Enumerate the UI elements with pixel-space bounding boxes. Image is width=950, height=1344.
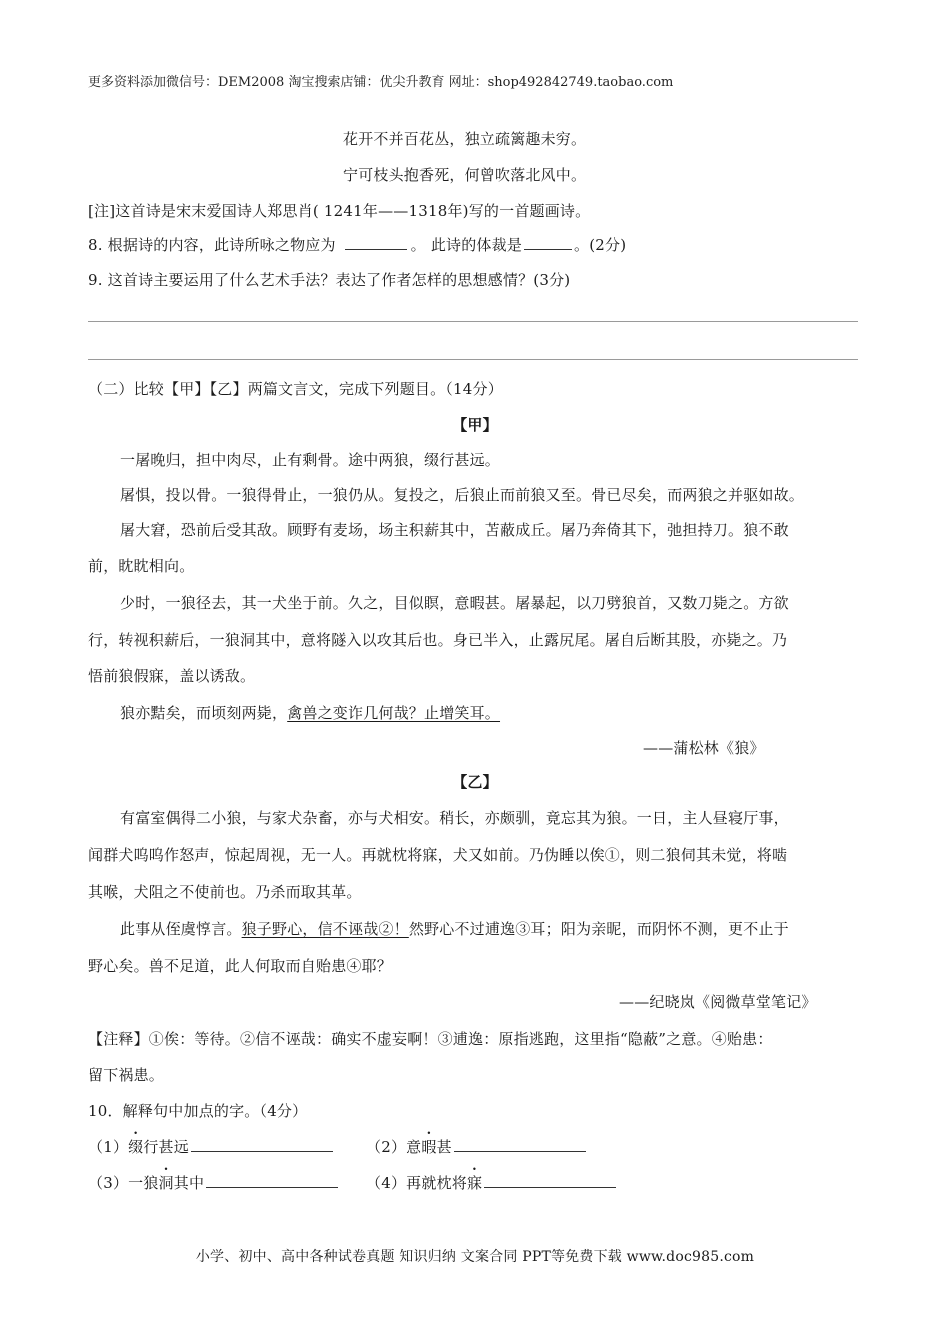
yi-p2-text-a: 此事从侄虞惇言。 — [120, 920, 242, 938]
q8-part-2: 。 此诗的体裁是 — [410, 236, 523, 254]
q8-part-1: 8. 根据诗的内容，此诗所咏之物应为 — [88, 236, 336, 254]
answer-line-2[interactable] — [88, 359, 858, 360]
notes-line-2: 留下祸患。 — [88, 1066, 165, 1084]
answer-line-1[interactable] — [88, 321, 858, 322]
jia-paragraph-1: 一屠晚归，担中肉尽，止有剩骨。途中两狼，缀行甚远。 — [120, 451, 501, 469]
jia-paragraph-4-line-1: 少时，一狼径去，其一犬坐于前。久之，目似瞑，意暇甚。屠暴起，以刀劈狼首，又数刀毙之。方欲 — [120, 594, 789, 612]
jia-paragraph-3-line-1: 屠大窘，恐前后受其敌。顾野有麦场，场主积薪其中，苫蔽成丘。屠乃奔倚其下，弛担持刀。狼不敢 — [120, 521, 789, 539]
yi-heading: 【乙】 — [452, 773, 498, 791]
q8-part-3: 。(2分) — [574, 236, 627, 254]
poem-line-2: 宁可枝头抱香死，何曾吹落北风中。 — [343, 166, 587, 184]
yi-paragraph-1-line-1: 有富室偶得二小狼，与家犬杂畜，亦与犬相安。稍长，亦颇驯，竟忘其为狼。一日，主人昼寝厅事， — [120, 809, 789, 827]
q10-item-4-prefix: （4）再就枕将 — [366, 1174, 467, 1192]
q10-item-3-blank[interactable] — [206, 1173, 338, 1188]
jia-paragraph-2: 屠惧，投以骨。一狼得骨止，一狼仍从。复投之，后狼止而前狼又至。骨已尽矣，而两狼之并驱如故。 — [120, 486, 805, 504]
notes-line-1: 【注释】①俟：等待。②信不诬哉：确实不虚妄啊！③逋逸：原指逃跑，这里指“隐蔽”之意。④贻患： — [88, 1030, 773, 1048]
q10-item-1-suffix: 行甚远 — [143, 1138, 189, 1156]
yi-paragraph-2-line-2: 野心矣。兽不足道，此人何取而自贻患④耶？ — [88, 957, 393, 975]
q10-item-3-dotted-char: 洞 — [158, 1174, 174, 1192]
yi-paragraph-1-line-2: 闻群犬呜呜作怒声，惊起周视，无一人。再就枕将寐，犬又如前。乃伪睡以俟①，则二狼伺其未觉，将啮 — [88, 846, 788, 864]
yi-p2-text-c: 然野心不过逋逸③耳；阳为亲昵，而阴怀不测，更不止于 — [408, 920, 789, 938]
footer-note: 小学、初中、高中各种试卷真题 知识归纳 文案合同 PPT等免费下载 www.doc985.com — [195, 1249, 755, 1265]
q10-item-3-suffix: 其中 — [173, 1174, 205, 1192]
q10-item-2-dotted-char: 暇 — [421, 1138, 437, 1156]
q10-item-2 — [366, 1136, 586, 1157]
q8-blank-1[interactable] — [345, 235, 407, 250]
q10-item-3 — [88, 1172, 338, 1193]
jia-p5-text: 狼亦黠矣，而顷刻两毙， — [120, 704, 288, 722]
q10-item-2-prefix: （2）意 — [366, 1138, 422, 1156]
question-8 — [88, 234, 626, 255]
yi-source: ——纪晓岚《阅微草堂笔记》 — [619, 993, 817, 1011]
q10-item-4 — [366, 1172, 616, 1193]
q10-item-3-prefix: （3）一狼 — [88, 1174, 159, 1192]
jia-source: ——蒲松林《狼》 — [643, 739, 765, 757]
q10-item-4-blank[interactable] — [484, 1173, 616, 1188]
jia-paragraph-3-line-2: 前，眈眈相向。 — [88, 557, 195, 575]
q8-blank-2[interactable] — [524, 235, 572, 250]
q10-item-1-blank[interactable] — [191, 1137, 333, 1152]
yi-p2-underlined: 狼子野心，信不诬哉②！ — [241, 920, 409, 938]
yi-paragraph-1-line-3: 其喉，犬阻之不使前也。乃杀而取其革。 — [88, 883, 362, 901]
poem-note: [注]这首诗是宋末爱国诗人郑思肖( 1241年——1318年)写的一首题画诗。 — [88, 202, 591, 220]
poem-line-1: 花开不并百花丛，独立疏篱趣未穷。 — [343, 130, 587, 148]
q10-item-1 — [88, 1136, 333, 1157]
yi-paragraph-2-line-1 — [120, 918, 789, 939]
q10-item-2-blank[interactable] — [454, 1137, 586, 1152]
section-2-title: （二）比较【甲】【乙】两篇文言文，完成下列题目。（14分） — [88, 380, 503, 398]
jia-paragraph-5 — [120, 702, 500, 723]
jia-paragraph-4-line-2: 行，转视积薪后，一狼洞其中，意将隧入以攻其后也。身已半入，止露尻尾。屠自后断其股，亦毙之。乃 — [88, 631, 788, 649]
q10-item-1-dotted-char: 缀 — [128, 1138, 144, 1156]
q10-item-2-suffix: 甚 — [436, 1138, 452, 1156]
header-note: 更多资料添加微信号：DEM2008 淘宝搜索店铺：优尖升教育 网址：shop492842749.taobao.com — [88, 75, 674, 90]
q10-item-1-prefix: （1） — [88, 1138, 129, 1156]
jia-paragraph-4-line-3: 悟前狼假寐，盖以诱敌。 — [88, 667, 256, 685]
question-10-title: 10．解释句中加点的字。（4分） — [88, 1102, 308, 1120]
question-9: 9. 这首诗主要运用了什么艺术手法？表达了作者怎样的思想感情？(3分) — [88, 271, 571, 289]
q10-item-4-dotted-char: 寐 — [466, 1174, 483, 1192]
jia-heading: 【甲】 — [452, 416, 498, 434]
jia-p5-underlined: 禽兽之变诈几何哉？止增笑耳。 — [287, 704, 501, 722]
